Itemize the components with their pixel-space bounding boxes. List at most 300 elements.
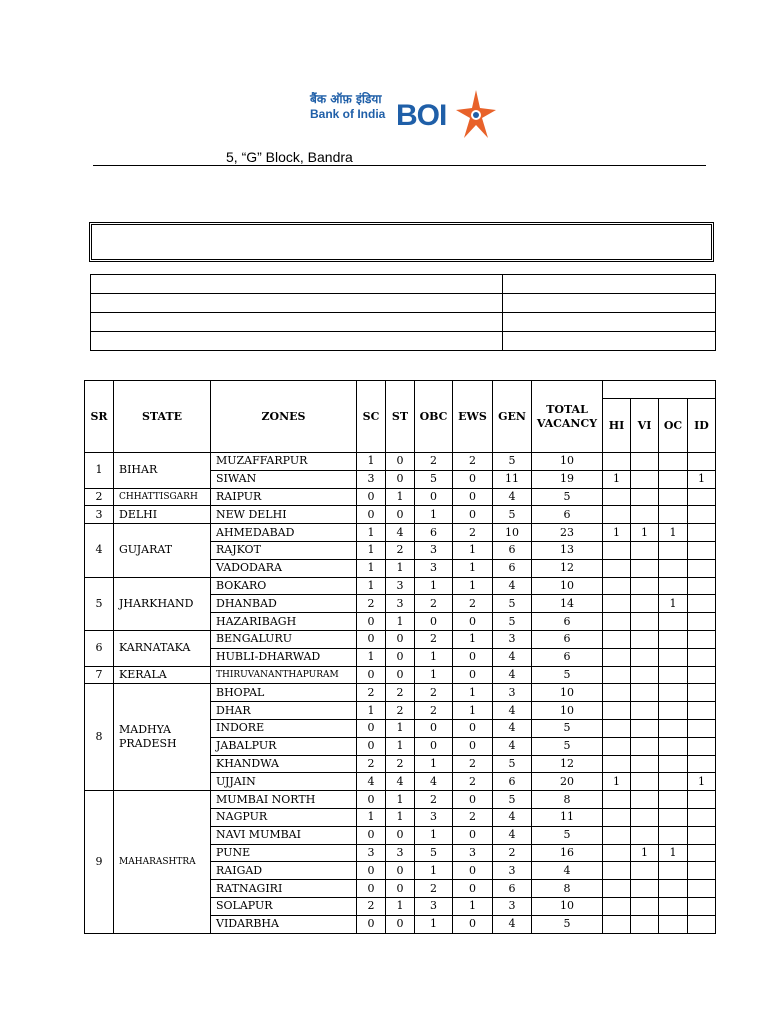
total-cell: 5 [532, 666, 603, 684]
id-cell [688, 595, 716, 613]
id-cell [688, 844, 716, 862]
oc-cell [659, 648, 688, 666]
total-cell: 12 [532, 559, 603, 577]
zone-cell: NEW DELHI [211, 506, 357, 524]
ews-cell: 0 [453, 488, 493, 506]
hi-cell [603, 613, 631, 631]
zone-cell: HAZARIBAGH [211, 613, 357, 631]
ews-cell: 2 [453, 595, 493, 613]
id-cell [688, 541, 716, 559]
sc-cell: 1 [357, 577, 386, 595]
info-cell [503, 332, 716, 351]
st-cell: 1 [386, 737, 415, 755]
obc-cell: 2 [415, 791, 453, 809]
oc-cell [659, 684, 688, 702]
oc-cell [659, 719, 688, 737]
sc-cell: 4 [357, 773, 386, 791]
vi-cell: 1 [631, 524, 659, 542]
gen-cell: 4 [493, 648, 532, 666]
gen-cell: 4 [493, 577, 532, 595]
vi-cell [631, 453, 659, 471]
logo-abbreviation: BOI [396, 99, 447, 132]
oc-cell [659, 453, 688, 471]
gen-cell: 3 [493, 684, 532, 702]
id-cell: 1 [688, 773, 716, 791]
total-cell: 16 [532, 844, 603, 862]
hi-cell [603, 826, 631, 844]
st-cell: 0 [386, 880, 415, 898]
obc-cell: 2 [415, 702, 453, 720]
zone-cell: DHANBAD [211, 595, 357, 613]
obc-cell: 3 [415, 808, 453, 826]
id-cell [688, 808, 716, 826]
obc-cell: 4 [415, 773, 453, 791]
zone-cell: MUMBAI NORTH [211, 791, 357, 809]
sc-cell: 2 [357, 595, 386, 613]
obc-cell: 3 [415, 897, 453, 915]
oc-cell [659, 506, 688, 524]
obc-cell: 1 [415, 862, 453, 880]
total-cell: 10 [532, 702, 603, 720]
header-oc: OC [659, 399, 688, 453]
ews-cell: 0 [453, 737, 493, 755]
oc-cell [659, 613, 688, 631]
total-cell: 5 [532, 737, 603, 755]
zone-cell: AHMEDABAD [211, 524, 357, 542]
sc-cell: 0 [357, 880, 386, 898]
oc-cell [659, 630, 688, 648]
st-cell: 0 [386, 470, 415, 488]
gen-cell: 3 [493, 630, 532, 648]
header-gen: GEN [493, 381, 532, 453]
ews-cell: 0 [453, 915, 493, 933]
branch-address: 5, “G” Block, Bandra [226, 149, 353, 165]
header-st: ST [386, 381, 415, 453]
sc-cell: 0 [357, 719, 386, 737]
table-row [85, 506, 716, 524]
vacancy-table [84, 380, 716, 934]
vi-cell [631, 826, 659, 844]
sc-cell: 0 [357, 630, 386, 648]
sc-cell: 1 [357, 453, 386, 471]
obc-cell: 5 [415, 470, 453, 488]
vi-cell [631, 737, 659, 755]
total-cell: 4 [532, 862, 603, 880]
ews-cell: 1 [453, 541, 493, 559]
st-cell: 1 [386, 791, 415, 809]
st-cell: 4 [386, 773, 415, 791]
gen-cell: 10 [493, 524, 532, 542]
gen-cell: 3 [493, 897, 532, 915]
zone-cell: BHOPAL [211, 684, 357, 702]
gen-cell: 5 [493, 506, 532, 524]
st-cell: 2 [386, 541, 415, 559]
ews-cell: 2 [453, 453, 493, 471]
sr-cell: 2 [85, 488, 114, 506]
oc-cell [659, 702, 688, 720]
total-cell: 10 [532, 577, 603, 595]
zone-cell: PUNE [211, 844, 357, 862]
header-state: STATE [114, 381, 211, 453]
total-cell: 8 [532, 880, 603, 898]
ews-cell: 2 [453, 808, 493, 826]
oc-cell [659, 470, 688, 488]
zone-cell: RATNAGIRI [211, 880, 357, 898]
id-cell [688, 755, 716, 773]
vi-cell [631, 702, 659, 720]
gen-cell: 5 [493, 791, 532, 809]
sc-cell: 2 [357, 755, 386, 773]
total-cell: 12 [532, 755, 603, 773]
table-row [85, 577, 716, 595]
ews-cell: 0 [453, 506, 493, 524]
ews-cell: 0 [453, 666, 493, 684]
header-vi: VI [631, 399, 659, 453]
gen-cell: 6 [493, 559, 532, 577]
gen-cell: 3 [493, 862, 532, 880]
id-cell [688, 577, 716, 595]
oc-cell [659, 488, 688, 506]
id-cell [688, 684, 716, 702]
total-cell: 5 [532, 719, 603, 737]
header-divider [93, 165, 706, 166]
st-cell: 0 [386, 862, 415, 880]
vi-cell [631, 648, 659, 666]
ews-cell: 1 [453, 577, 493, 595]
oc-cell: 1 [659, 844, 688, 862]
gen-cell: 6 [493, 541, 532, 559]
table-row [85, 524, 716, 542]
oc-cell [659, 791, 688, 809]
id-cell [688, 666, 716, 684]
table-row [85, 453, 716, 471]
sc-cell: 2 [357, 897, 386, 915]
info-cell [503, 294, 716, 313]
header-total-vacancy [532, 381, 603, 453]
hi-cell: 1 [603, 773, 631, 791]
id-cell [688, 613, 716, 631]
obc-cell: 1 [415, 506, 453, 524]
vi-cell [631, 773, 659, 791]
hi-cell [603, 862, 631, 880]
obc-cell: 1 [415, 826, 453, 844]
ews-cell: 0 [453, 791, 493, 809]
st-cell: 3 [386, 577, 415, 595]
oc-cell [659, 541, 688, 559]
info-cell [91, 275, 503, 294]
id-cell [688, 506, 716, 524]
gen-cell: 4 [493, 702, 532, 720]
total-cell: 23 [532, 524, 603, 542]
oc-cell [659, 808, 688, 826]
ews-cell: 0 [453, 826, 493, 844]
ews-cell: 0 [453, 719, 493, 737]
obc-cell: 1 [415, 577, 453, 595]
sc-cell: 1 [357, 648, 386, 666]
ews-cell: 1 [453, 559, 493, 577]
vi-cell [631, 791, 659, 809]
state-cell: KARNATAKA [114, 630, 211, 666]
ews-cell: 0 [453, 880, 493, 898]
st-cell: 3 [386, 595, 415, 613]
st-cell: 0 [386, 506, 415, 524]
ews-cell: 0 [453, 648, 493, 666]
gen-cell: 4 [493, 666, 532, 684]
logo-english-text: Bank of India [310, 107, 386, 121]
st-cell: 0 [386, 453, 415, 471]
total-cell: 11 [532, 808, 603, 826]
oc-cell [659, 666, 688, 684]
header-sr: SR [85, 381, 114, 453]
zone-cell: DHAR [211, 702, 357, 720]
info-row [91, 332, 716, 351]
st-cell: 2 [386, 755, 415, 773]
gen-cell: 4 [493, 488, 532, 506]
hi-cell [603, 702, 631, 720]
hi-cell [603, 915, 631, 933]
zone-cell: BENGALURU [211, 630, 357, 648]
id-cell [688, 559, 716, 577]
hi-cell [603, 648, 631, 666]
total-cell: 8 [532, 791, 603, 809]
st-cell: 1 [386, 559, 415, 577]
zone-cell: INDORE [211, 719, 357, 737]
total-cell: 10 [532, 453, 603, 471]
total-cell: 5 [532, 826, 603, 844]
total-cell: 5 [532, 915, 603, 933]
hi-cell [603, 737, 631, 755]
vi-cell [631, 862, 659, 880]
total-cell: 19 [532, 470, 603, 488]
state-cell: MAHARASHTRA [114, 791, 211, 933]
zone-cell: VIDARBHA [211, 915, 357, 933]
ews-cell: 0 [453, 470, 493, 488]
obc-cell: 1 [415, 915, 453, 933]
sc-cell: 0 [357, 791, 386, 809]
vi-cell [631, 755, 659, 773]
id-cell [688, 915, 716, 933]
gen-cell: 6 [493, 773, 532, 791]
st-cell: 0 [386, 648, 415, 666]
total-cell: 10 [532, 684, 603, 702]
oc-cell [659, 755, 688, 773]
ews-cell: 1 [453, 684, 493, 702]
obc-cell: 1 [415, 666, 453, 684]
st-cell: 1 [386, 613, 415, 631]
vi-cell [631, 577, 659, 595]
sr-cell: 4 [85, 524, 114, 577]
hi-cell [603, 755, 631, 773]
state-cell: KERALA [114, 666, 211, 684]
zone-cell: VADODARA [211, 559, 357, 577]
header-pwd-group [603, 381, 716, 399]
zone-cell: SIWAN [211, 470, 357, 488]
star-logo-icon [454, 88, 498, 140]
gen-cell: 5 [493, 595, 532, 613]
table-row [85, 488, 716, 506]
zone-cell: RAIPUR [211, 488, 357, 506]
gen-cell: 4 [493, 737, 532, 755]
id-cell [688, 702, 716, 720]
hi-cell [603, 844, 631, 862]
st-cell: 1 [386, 488, 415, 506]
zone-cell: HUBLI-DHARWAD [211, 648, 357, 666]
obc-cell: 1 [415, 648, 453, 666]
gen-cell: 5 [493, 613, 532, 631]
sr-cell: 6 [85, 630, 114, 666]
hi-cell [603, 630, 631, 648]
ews-cell: 3 [453, 844, 493, 862]
oc-cell [659, 862, 688, 880]
st-cell: 0 [386, 826, 415, 844]
hi-cell [603, 559, 631, 577]
zone-cell: KHANDWA [211, 755, 357, 773]
ews-cell: 1 [453, 630, 493, 648]
hi-cell [603, 684, 631, 702]
st-cell: 0 [386, 915, 415, 933]
sc-cell: 0 [357, 506, 386, 524]
state-cell: CHHATTISGARH [114, 488, 211, 506]
oc-cell [659, 897, 688, 915]
hi-cell [603, 541, 631, 559]
total-cell: 6 [532, 506, 603, 524]
gen-cell: 4 [493, 719, 532, 737]
oc-cell [659, 826, 688, 844]
gen-cell: 5 [493, 755, 532, 773]
sc-cell: 1 [357, 808, 386, 826]
vi-cell [631, 595, 659, 613]
state-cell: BIHAR [114, 453, 211, 489]
total-cell: 10 [532, 897, 603, 915]
id-cell [688, 488, 716, 506]
gen-cell: 5 [493, 453, 532, 471]
oc-cell [659, 880, 688, 898]
info-cell [503, 313, 716, 332]
ews-cell: 2 [453, 755, 493, 773]
id-cell [688, 719, 716, 737]
hi-cell: 1 [603, 470, 631, 488]
sc-cell: 0 [357, 666, 386, 684]
gen-cell: 6 [493, 880, 532, 898]
vi-cell [631, 488, 659, 506]
header-zones: ZONES [211, 381, 357, 453]
id-cell [688, 897, 716, 915]
sr-cell: 7 [85, 666, 114, 684]
sc-cell: 3 [357, 844, 386, 862]
table-row [85, 666, 716, 684]
header-total-line2: VACANCY [536, 416, 598, 430]
ews-cell: 0 [453, 613, 493, 631]
header-ews: EWS [453, 381, 493, 453]
zone-cell: THIRUVANANTHAPURAM [211, 666, 357, 684]
header-total-line1: TOTAL [546, 402, 588, 416]
obc-cell: 2 [415, 880, 453, 898]
oc-cell [659, 773, 688, 791]
sc-cell: 2 [357, 684, 386, 702]
total-cell: 6 [532, 630, 603, 648]
gen-cell: 4 [493, 826, 532, 844]
sr-cell: 9 [85, 791, 114, 933]
total-cell: 6 [532, 648, 603, 666]
sc-cell: 1 [357, 541, 386, 559]
oc-cell: 1 [659, 595, 688, 613]
table-row [85, 630, 716, 648]
st-cell: 0 [386, 666, 415, 684]
zone-cell: NAVI MUMBAI [211, 826, 357, 844]
oc-cell [659, 737, 688, 755]
st-cell: 2 [386, 702, 415, 720]
obc-cell: 0 [415, 737, 453, 755]
obc-cell: 6 [415, 524, 453, 542]
zone-cell: RAIGAD [211, 862, 357, 880]
vi-cell: 1 [631, 844, 659, 862]
obc-cell: 1 [415, 755, 453, 773]
oc-cell [659, 577, 688, 595]
vi-cell [631, 541, 659, 559]
hi-cell [603, 488, 631, 506]
info-cell [503, 275, 716, 294]
id-cell [688, 453, 716, 471]
st-cell: 4 [386, 524, 415, 542]
total-cell: 6 [532, 613, 603, 631]
st-cell: 3 [386, 844, 415, 862]
st-cell: 0 [386, 630, 415, 648]
ews-cell: 0 [453, 862, 493, 880]
info-cell [91, 294, 503, 313]
obc-cell: 2 [415, 595, 453, 613]
sr-cell: 5 [85, 577, 114, 630]
sr-cell: 8 [85, 684, 114, 791]
state-cell: MADHYA PRADESH [114, 684, 211, 791]
logo-hindi-text: बैंक ऑफ़ इंडिया [310, 92, 382, 106]
total-cell: 14 [532, 595, 603, 613]
hi-cell [603, 453, 631, 471]
zone-cell: SOLAPUR [211, 897, 357, 915]
info-cell [91, 313, 503, 332]
vi-cell [631, 915, 659, 933]
hi-cell [603, 595, 631, 613]
hi-cell [603, 577, 631, 595]
st-cell: 1 [386, 719, 415, 737]
hi-cell [603, 791, 631, 809]
gen-cell: 4 [493, 808, 532, 826]
vi-cell [631, 684, 659, 702]
vi-cell [631, 808, 659, 826]
hi-cell: 1 [603, 524, 631, 542]
vi-cell [631, 880, 659, 898]
zone-cell: MUZAFFARPUR [211, 453, 357, 471]
hi-cell [603, 897, 631, 915]
sc-cell: 1 [357, 559, 386, 577]
obc-cell: 0 [415, 719, 453, 737]
id-cell [688, 791, 716, 809]
title-box [89, 222, 714, 262]
table-row [85, 791, 716, 809]
info-table [90, 274, 716, 351]
sc-cell: 0 [357, 613, 386, 631]
total-cell: 13 [532, 541, 603, 559]
st-cell: 1 [386, 897, 415, 915]
obc-cell: 3 [415, 541, 453, 559]
header-obc: OBC [415, 381, 453, 453]
sc-cell: 0 [357, 488, 386, 506]
state-cell: GUJARAT [114, 524, 211, 577]
info-row [91, 275, 716, 294]
ews-cell: 1 [453, 897, 493, 915]
obc-cell: 2 [415, 630, 453, 648]
gen-cell: 4 [493, 915, 532, 933]
hi-cell [603, 719, 631, 737]
